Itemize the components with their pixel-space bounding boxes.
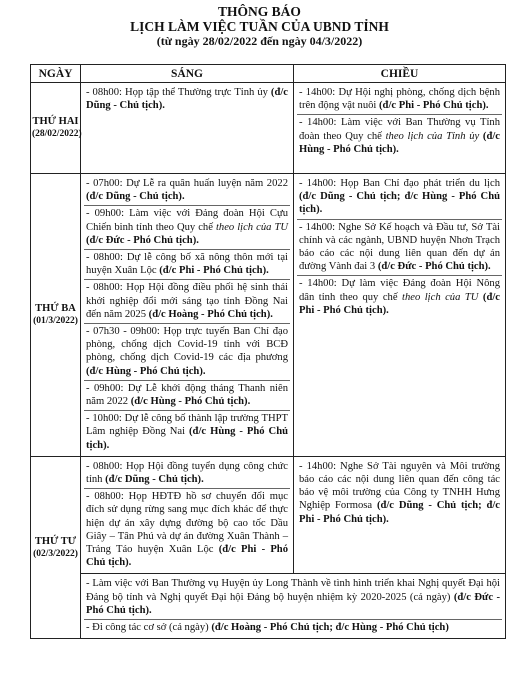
afternoon-cell bbox=[294, 83, 506, 174]
list-item: - 10h00: Dự lễ công bố thành lập trường THPT Lâm nghiệp Đồng Nai (đ/c Hùng - Phó Chủ tịch). bbox=[86, 413, 288, 451]
list-item: - 14h00: Nghe Sở Tài nguyên và Môi trường báo cáo các nội dung liên quan đến công tác bảo vệ môi trường của Công ty TNHH Hưng Nghiệp Formosa (đ/c Dũng - Chủ tịch; đ/c Phi - Phó Chủ tịch). bbox=[299, 460, 500, 525]
day-date: (28/02/2022) bbox=[32, 129, 82, 139]
col-afternoon-header: CHIỀU bbox=[294, 65, 506, 83]
list-item: - 14h00: Dự làm việc Đảng đoàn Hội Nông dân tỉnh theo quy chế theo lịch của TU (đ/c Phi - Phó Chủ tịch). bbox=[299, 278, 500, 316]
list-item: - 14h00: Dự Hội nghị phòng, chống dịch bệnh trên động vật nuôi (đ/c Phi - Phó Chủ tịch). bbox=[297, 85, 502, 115]
col-morning-header: SÁNG bbox=[81, 65, 294, 83]
list-item: - 09h00: Dự Lễ khởi động tháng Thanh niên năm 2022 (đ/c Hùng - Phó Chủ tịch). bbox=[84, 381, 290, 411]
day-date: (02/3/2022) bbox=[33, 548, 78, 559]
day-label: THỨ TƯ bbox=[34, 535, 77, 547]
list-item: - 07h30 - 09h00: Họp trực tuyến Ban Chỉ đạo phòng, chống dịch Covid-19 tỉnh với BCĐ phòng, chống dịch Covid-19 các địa phương (đ/c Hùng - Phó Chủ tịch). bbox=[84, 324, 290, 381]
morning-cell bbox=[81, 456, 294, 574]
list-item: - 14h00: Làm việc với Ban Thường vụ Tỉnh đoàn theo Quy chế theo lịch của Tỉnh ủy (đ/c Hùng - Phó Chủ tịch). bbox=[299, 117, 500, 155]
morning-cell bbox=[81, 174, 294, 457]
col-day-header: NGÀY bbox=[31, 65, 81, 83]
list-item: - Làm việc với Ban Thường vụ Huyện ủy Long Thành về tình hình triển khai Nghị quyết Đại hội Đảng bộ tỉnh và Nghị quyết Đại hội Đảng bộ huyện nhiệm kỳ 2020-2025 (cả ngày) (đ/c Đức - Phó Chủ tịch). bbox=[84, 576, 502, 620]
morning-cell bbox=[81, 83, 294, 174]
schedule-table bbox=[30, 64, 506, 639]
table-row bbox=[31, 574, 506, 639]
date-range: (từ ngày 28/02/2022 đến ngày 04/3/2022) bbox=[156, 34, 363, 48]
list-item: - Đi công tác cơ sở (cả ngày) (đ/c Hoàng - Phó Chủ tịch; đ/c Hùng - Phó Chủ tịch) bbox=[86, 622, 449, 634]
notice-title: THÔNG BÁO bbox=[218, 4, 301, 19]
list-item: - 08h00: Họp Hội đồng tuyển dụng công chức tỉnh (đ/c Dũng - Chủ tịch). bbox=[84, 459, 290, 489]
day-cell bbox=[31, 83, 81, 174]
list-item: - 14h00: Họp Ban Chỉ đạo phát triển du lịch (đ/c Dũng - Chủ tịch; đ/c Hùng - Phó Chủ tịch). bbox=[297, 176, 502, 220]
afternoon-cell bbox=[294, 174, 506, 457]
day-date: (01/3/2022) bbox=[33, 315, 78, 326]
day-label: THỨ HAI bbox=[32, 116, 79, 127]
list-item: - 08h00: Dự lễ công bố xã nông thôn mới tại huyện Xuân Lộc (đ/c Phi - Phó Chủ tịch). bbox=[84, 250, 290, 280]
day-cell bbox=[31, 174, 81, 457]
afternoon-cell bbox=[294, 456, 506, 574]
list-item: - 08h00: Họp HĐTĐ hồ sơ chuyển đổi mục đích sử dụng rừng sang mục đích khác để thực hiện dự án xây dựng đường bộ cao tốc Dầu Giây – Tân Phú và dự án đường Xuân Thành – Trảng Táo huyện Xuân Lộc (đ/c Phi - Phó Chủ tịch). bbox=[86, 491, 288, 569]
day-cell bbox=[31, 456, 81, 638]
list-item: - 08h00: Họp Hội đồng điều phối hệ sinh thái khởi nghiệp đổi mới sáng tạo tỉnh Đồng Nai đến năm 2025 (đ/c Hoàng - Phó Chủ tịch). bbox=[84, 280, 290, 324]
list-item: - 07h00: Dự Lễ ra quân huấn luyện năm 2022 (đ/c Dũng - Chủ tịch). bbox=[84, 176, 290, 206]
schedule-title: LỊCH LÀM VIỆC TUẦN CỦA UBND TỈNH bbox=[130, 19, 389, 34]
table-header-row bbox=[31, 65, 506, 83]
table-row bbox=[31, 83, 506, 174]
list-item: - 08h00: Họp tập thể Thường trực Tỉnh ủy (đ/c Dũng - Chủ tịch). bbox=[86, 87, 288, 112]
table-row bbox=[31, 456, 506, 574]
list-item: - 09h00: Làm việc với Đảng đoàn Hội Cựu Chiến binh tỉnh theo Quy chế theo lịch của TU (đ/c Đức - Phó Chủ tịch). bbox=[84, 206, 290, 250]
list-item: - 14h00: Nghe Sở Kế hoạch và Đầu tư, Sở Tài chính và các ngành, UBND huyện Nhơn Trạch báo cáo các nội dung liên quan đến dự án đường Vành đai 3 (đ/c Đức - Phó Chủ tịch). bbox=[297, 220, 502, 277]
fullday-cell bbox=[81, 574, 506, 639]
day-label: THỨ BA bbox=[35, 302, 76, 314]
table-row bbox=[31, 174, 506, 457]
